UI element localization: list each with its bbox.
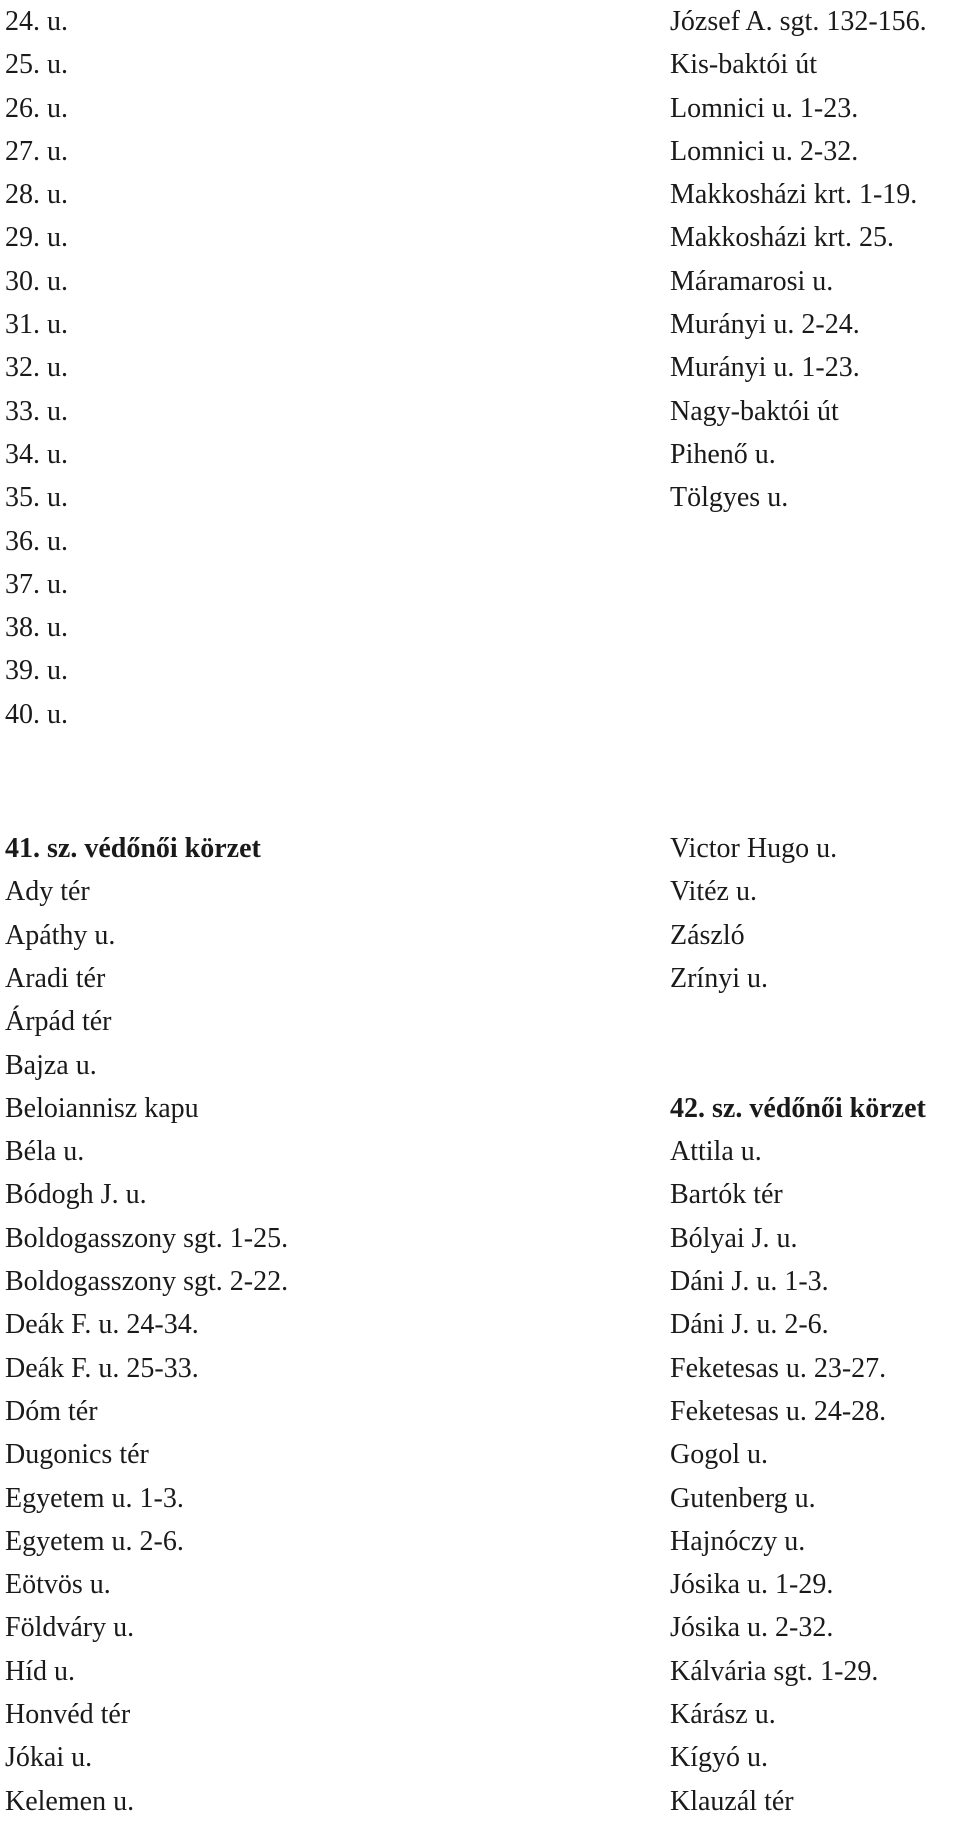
list-item: Boldogasszony sgt. 1-25. [5,1222,289,1254]
list-item: Zrínyi u. [670,962,768,994]
district-42-list [670,1087,960,1823]
list-item: Aradi tér [5,962,106,994]
list-item: Feketesas u. 24-28. [670,1395,887,1427]
right-column [670,0,960,1823]
list-item: 26. u. [5,92,68,124]
list-item: 24. u. [5,6,68,37]
list-item: 33. u. [5,395,68,427]
list-item: Kígyó u. [670,1742,768,1774]
list-item: Deák F. u. 24-34. [5,1309,199,1341]
list-item: Kálvária sgt. 1-29. [670,1655,879,1687]
list-item: Gutenberg u. [670,1482,816,1514]
list-item: Attila u. [670,1136,762,1168]
list-item: Murányi u. 1-23. [670,352,860,384]
list-item: Gogol u. [670,1439,768,1471]
list-item: József A. sgt. 132-156. [670,6,927,37]
section-gap [5,736,645,827]
list-item: 30. u. [5,265,68,297]
list-item: Híd u. [5,1655,75,1687]
list-item: Klauzál tér [670,1785,794,1817]
list-item: Béla u. [5,1136,85,1168]
list-item: Zászló [670,919,745,951]
list-item: Tölgyes u. [670,482,789,514]
list-item: Egyetem u. 1-3. [5,1482,184,1514]
street-number-list [5,0,645,736]
list-item: Dugonics tér [5,1439,149,1471]
list-item: Apáthy u. [5,919,116,951]
district-41-list [5,827,645,1823]
list-item: Murányi u. 2-24. [670,309,860,341]
list-item: Makkosházi krt. 1-19. [670,179,918,211]
list-item: Vitéz u. [670,876,757,908]
list-item: 35. u. [5,482,68,514]
list-item: Pihenő u. [670,438,776,470]
list-item: 39. u. [5,655,68,687]
list-item: Hajnóczy u. [670,1525,806,1557]
list-item: Árpád tér [5,1006,112,1038]
list-item: Egyetem u. 2-6. [5,1525,184,1557]
list-item: Nagy-baktói út [670,395,839,427]
list-item: Jósika u. 2-32. [670,1612,834,1644]
list-item: Bajza u. [5,1049,97,1081]
list-item: Kárász u. [670,1698,776,1730]
list-item: 27. u. [5,135,68,167]
list-item: Lomnici u. 2-32. [670,135,859,167]
list-item: Jókai u. [5,1742,93,1774]
list-item: 34. u. [5,438,68,470]
list-item: Földváry u. [5,1612,135,1644]
list-item: 40. u. [5,698,68,730]
list-item: Dáni J. u. 2-6. [670,1309,829,1341]
list-item: Honvéd tér [5,1698,131,1730]
list-item: Dáni J. u. 1-3. [670,1266,829,1298]
list-item: Feketesas u. 23-27. [670,1352,887,1384]
list-item: Dóm tér [5,1395,98,1427]
district-42-heading: 42. sz. védőnői körzet [670,1092,926,1124]
district-41-heading: 41. sz. védőnői körzet [5,833,261,865]
list-item: Kelemen u. [5,1785,135,1817]
list-item: Bólyai J. u. [670,1222,798,1254]
list-item: Jósika u. 1-29. [670,1569,834,1601]
list-item: 31. u. [5,309,68,341]
list-item: Máramarosi u. [670,265,834,297]
list-item: 37. u. [5,568,68,600]
list-item: Deák F. u. 25-33. [5,1352,199,1384]
list-item: Eötvös u. [5,1569,111,1601]
list-item: Lomnici u. 1-23. [670,92,859,124]
left-column [5,0,645,1823]
list-item: 38. u. [5,612,68,644]
list-item: Beloiannisz kapu [5,1092,199,1124]
list-item: 32. u. [5,352,68,384]
street-name-list [670,0,960,736]
list-item: Ady tér [5,876,90,908]
list-item: Bartók tér [670,1179,783,1211]
list-item: Makkosházi krt. 25. [670,222,894,254]
list-item: 25. u. [5,49,68,81]
list-item: 29. u. [5,222,68,254]
list-item: Victor Hugo u. [670,833,838,865]
list-item: Boldogasszony sgt. 2-22. [5,1266,289,1298]
list-item: 36. u. [5,525,68,557]
district-41-continued-list [670,827,960,1087]
section-gap [670,736,960,827]
list-item: 28. u. [5,179,68,211]
list-item: Kis-baktói út [670,49,817,81]
list-item: Bódogh J. u. [5,1179,147,1211]
